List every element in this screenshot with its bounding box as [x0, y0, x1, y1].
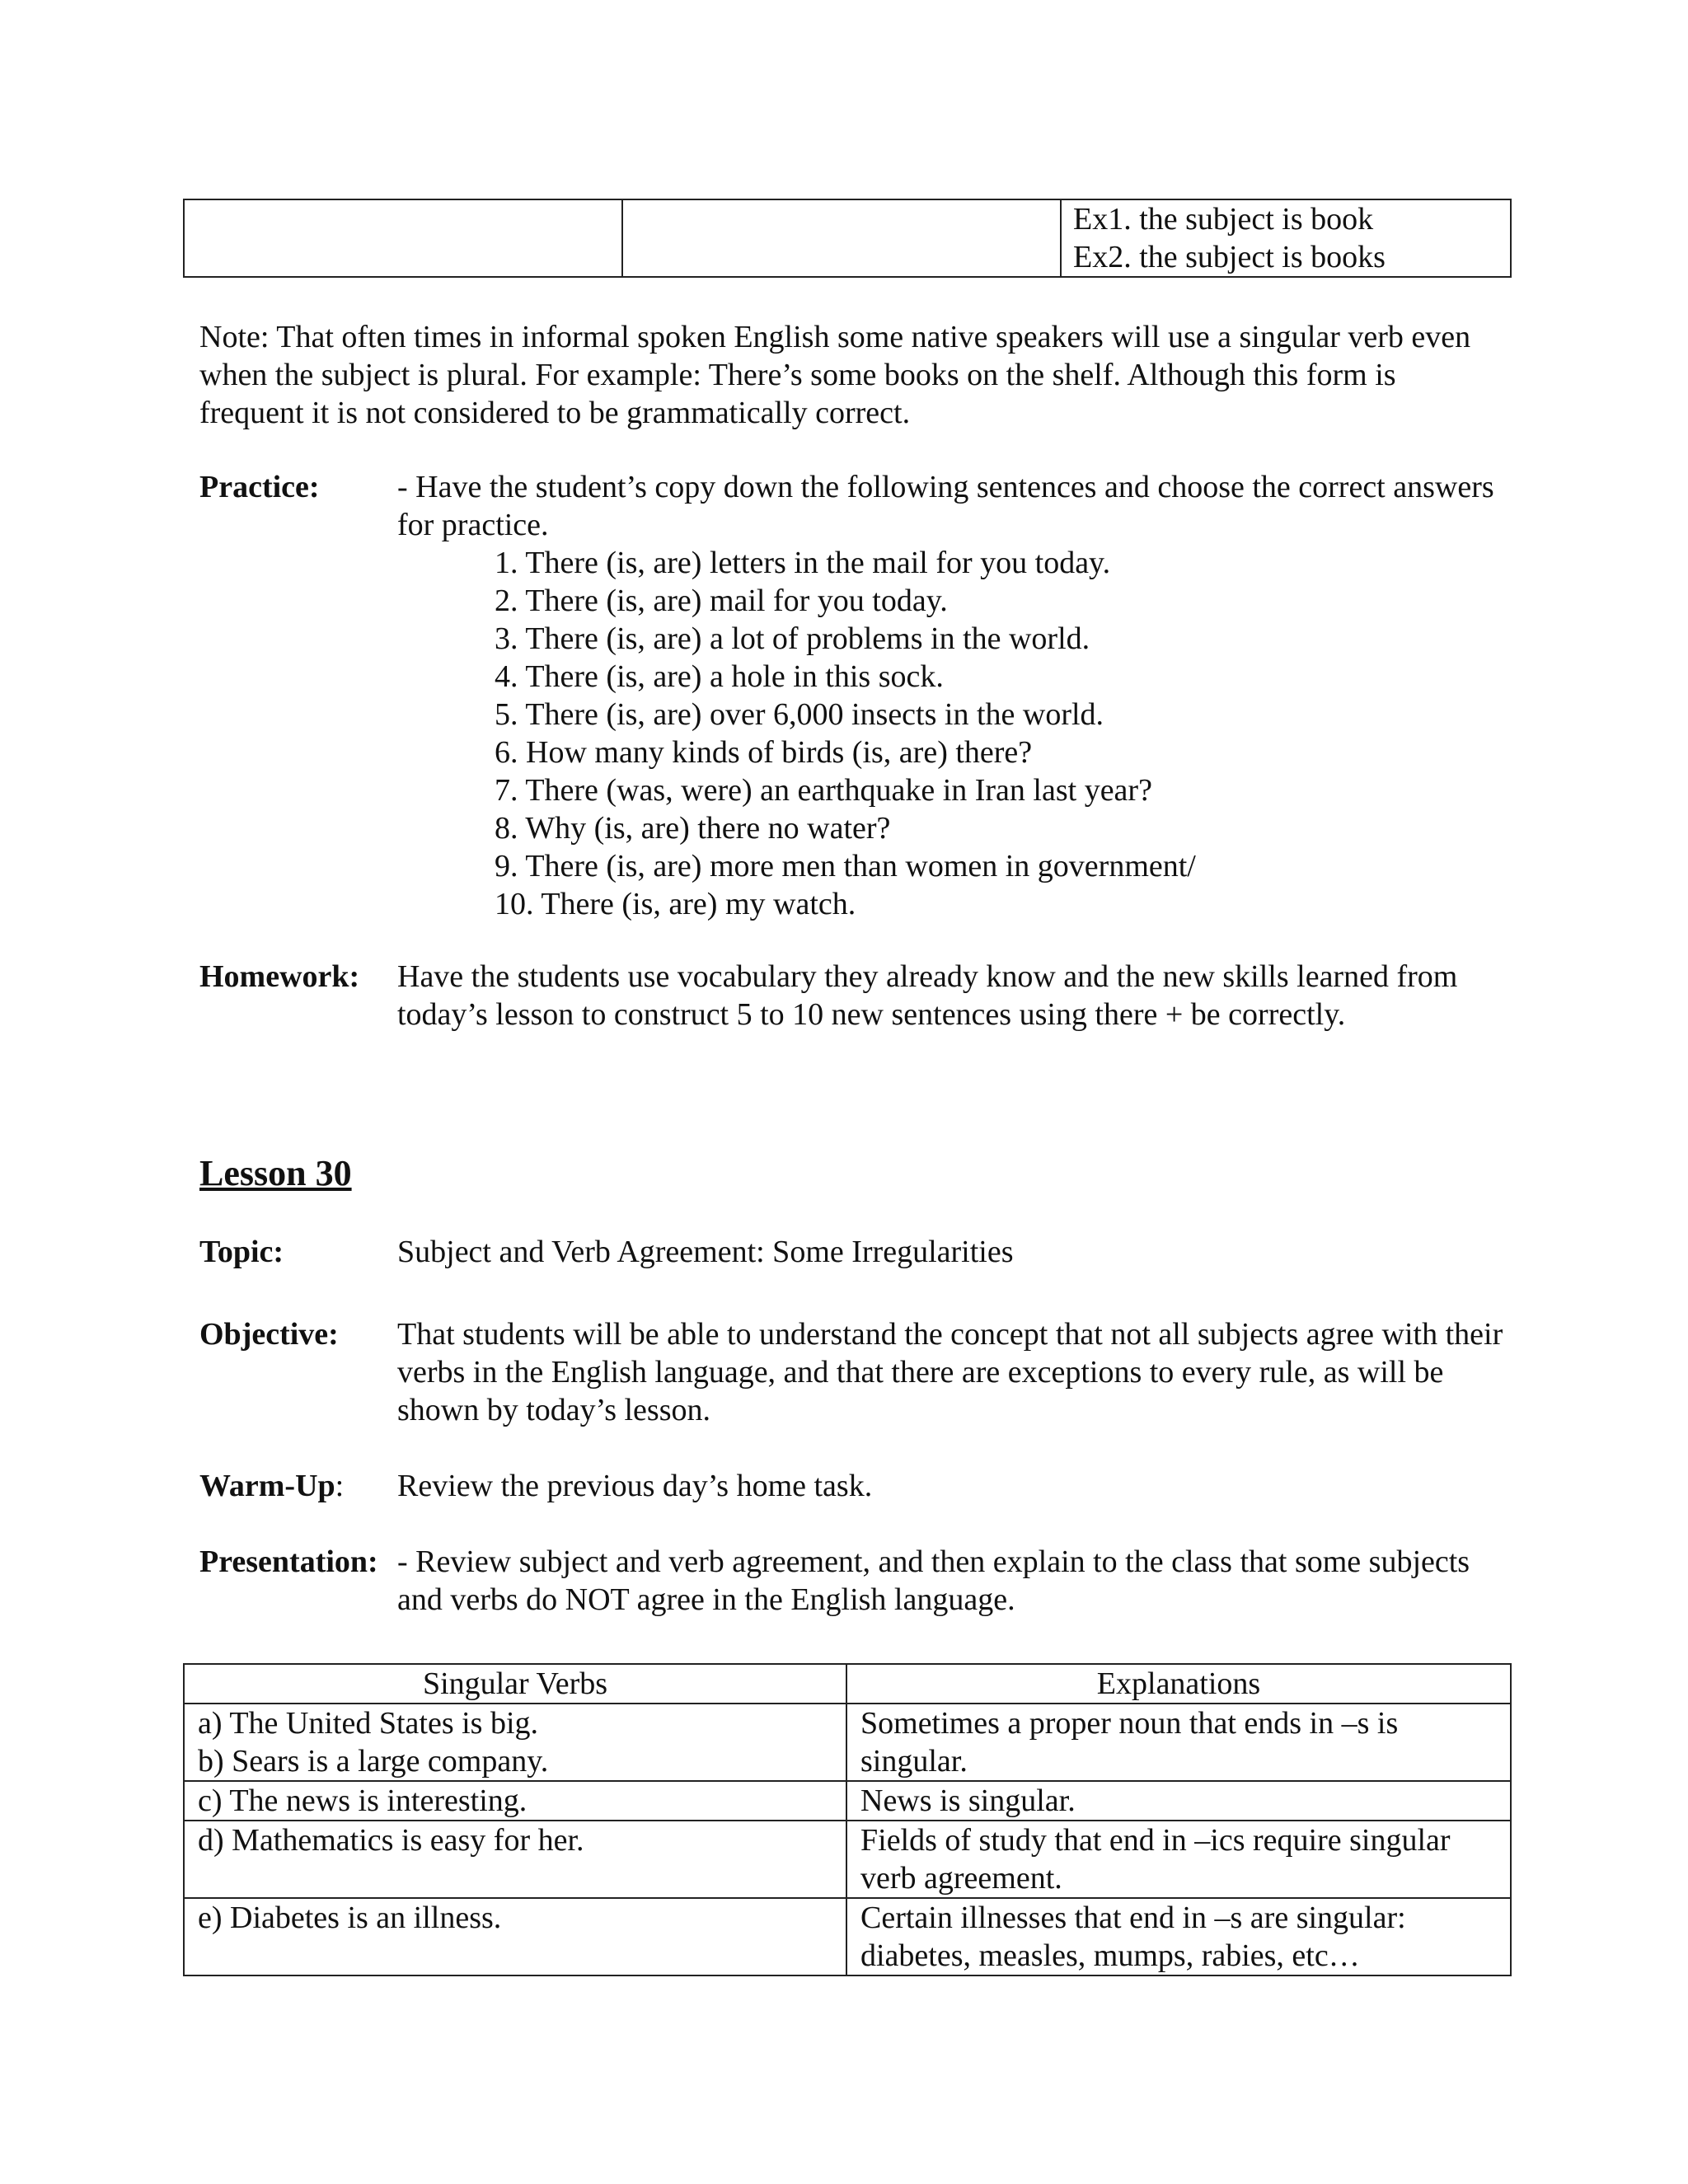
presentation-label: Presentation: — [199, 1544, 378, 1579]
table-cell: d) Mathematics is easy for her. — [184, 1821, 846, 1898]
table-cell — [184, 1704, 846, 1781]
column-header: Singular Verbs — [184, 1664, 846, 1704]
table-cell: e) Diabetes is an illness. — [184, 1898, 846, 1975]
list-item: 8. Why (is, are) there no water? — [495, 811, 891, 846]
list-item: 2. There (is, are) mail for you today. — [495, 583, 948, 618]
table-cell: Sometimes a proper noun that ends in –s is singular. — [846, 1704, 1511, 1781]
table-cell — [1061, 199, 1511, 277]
warmup-text: Review the previous day’s home task. — [397, 1469, 873, 1503]
list-item: 10. There (is, are) my watch. — [495, 887, 856, 921]
table-cell: Certain illnesses that end in –s are singular: diabetes, measles, mumps, rabies, etc… — [846, 1898, 1511, 1975]
list-item: 9. There (is, are) more men than women in government/ — [495, 849, 1196, 883]
warmup-colon: : — [335, 1469, 345, 1503]
list-item: 5. There (is, are) over 6,000 insects in the world. — [495, 697, 1104, 732]
objective-label: Objective: — [199, 1317, 339, 1352]
table-cell: News is singular. — [846, 1781, 1511, 1821]
list-item: 7. There (was, were) an earthquake in Iran last year? — [495, 773, 1152, 808]
note-paragraph: Note: That often times in informal spoken English some native speakers will use a singular verb even when the subject is plural. For example: There’s some books on the shelf. Although this form is frequent it is not considered to be grammatically correct. — [199, 320, 1471, 430]
example-table — [183, 199, 1512, 278]
list-item: 3. There (is, are) a lot of problems in the world. — [495, 621, 1090, 656]
table-header-row — [184, 1664, 1511, 1704]
homework-label: Homework: — [199, 959, 360, 994]
presentation-text: - Review subject and verb agreement, and then explain to the class that some subjects and verbs do NOT agree in the English language. — [397, 1544, 1470, 1617]
practice-label: Practice: — [199, 470, 320, 504]
list-item: 1. There (is, are) letters in the mail for you today. — [495, 546, 1111, 580]
list-item: 6. How many kinds of birds (is, are) there? — [495, 735, 1033, 770]
table-cell: Fields of study that end in –ics require singular verb agreement. — [846, 1821, 1511, 1898]
table-cell — [184, 199, 622, 277]
table-row — [184, 1781, 1511, 1821]
column-header: Explanations — [846, 1664, 1511, 1704]
objective-text: That students will be able to understand the concept that not all subjects agree with their verbs in the English language, and that there are exceptions to every rule, as will be shown by today’s lesson. — [397, 1317, 1503, 1427]
table-row — [184, 1821, 1511, 1898]
table-row — [184, 1898, 1511, 1975]
cell-text: Ex1. the subject is book Ex2. the subject is books — [1073, 202, 1386, 274]
table-row — [184, 1704, 1511, 1781]
warmup-label — [199, 1467, 344, 1505]
lesson-title: Lesson 30 — [199, 1153, 352, 1193]
practice-body — [397, 468, 1518, 923]
table-row — [184, 199, 1511, 277]
homework-text: Have the students use vocabulary they already know and the new skills learned from today’s lesson to construct 5 to 10 new sentences using there + be correctly. — [397, 959, 1458, 1032]
topic-label: Topic: — [199, 1235, 284, 1269]
singular-verbs-table — [183, 1663, 1512, 1976]
table-cell: c) The news is interesting. — [184, 1781, 846, 1821]
practice-list — [397, 544, 1518, 923]
table-cell — [622, 199, 1061, 277]
list-item: 4. There (is, are) a hole in this sock. — [495, 659, 944, 694]
topic-text: Subject and Verb Agreement: Some Irregularities — [397, 1235, 1014, 1269]
warmup-label-text: Warm-Up — [199, 1469, 335, 1503]
practice-intro: - Have the student’s copy down the following sentences and choose the correct answers for practice. — [397, 470, 1494, 542]
cell-text: a) The United States is big. b) Sears is a large company. — [198, 1706, 549, 1779]
